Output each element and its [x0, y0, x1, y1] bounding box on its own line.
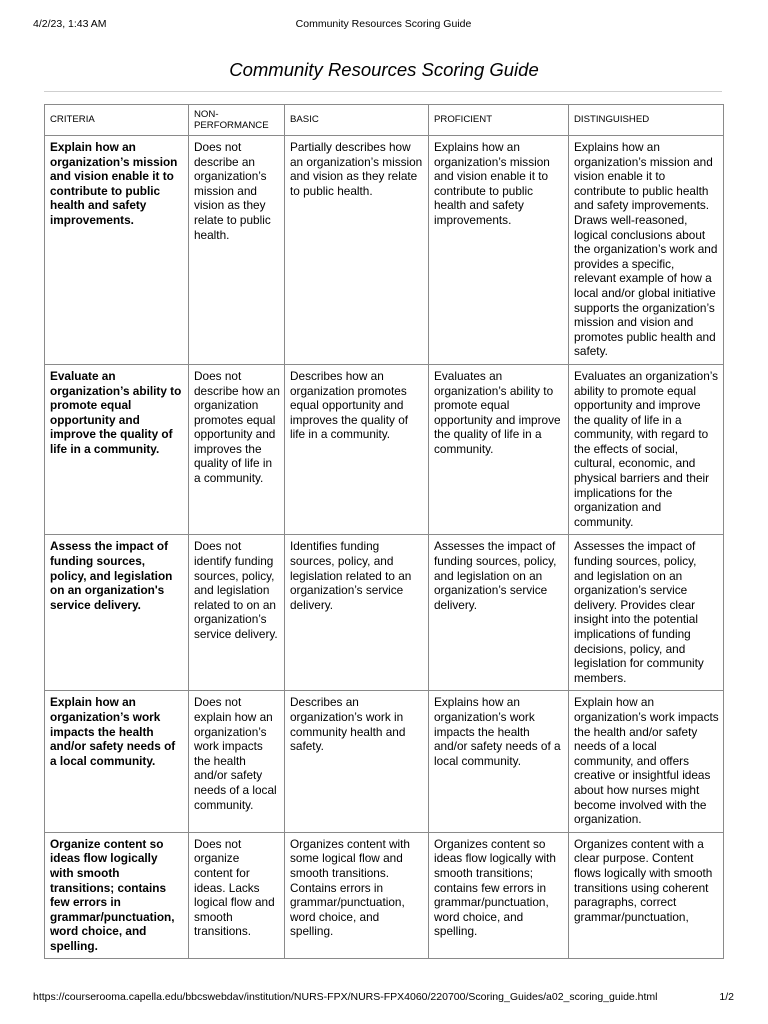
proficient-cell: Evaluates an organization’s ability to promote equal opportunity and improve the quality of life in a community.	[429, 364, 569, 535]
distinguished-cell: Explain how an organization’s work impacts the health and/or safety needs of a local community, and offers creative or insightful ideas about how nurses might become involved with the organization.	[569, 691, 724, 832]
title-divider	[44, 91, 722, 92]
print-header	[33, 18, 734, 32]
print-datetime: 4/2/23, 1:43 AM	[33, 18, 107, 30]
header-proficient: PROFICIENT	[429, 105, 569, 136]
basic-cell: Describes an organization’s work in community health and safety.	[285, 691, 429, 832]
page-number: 1/2	[719, 991, 734, 1003]
proficient-cell: Explains how an organization’s work impacts the health and/or safety needs of a local community.	[429, 691, 569, 832]
print-url: https://courserooma.capella.edu/bbcswebdav/institution/NURS-FPX/NURS-FPX4060/220700/Scoring_Guides/a02_scoring_guide.html	[33, 991, 658, 1003]
page-title: Community Resources Scoring Guide	[229, 59, 539, 80]
criterion-cell: Organize content so ideas flow logically with smooth transitions; contains few errors in grammar/punctuation, word choice, and spelling.	[45, 832, 189, 959]
proficient-cell: Assesses the impact of funding sources, policy, and legislation on an organization’s service delivery.	[429, 535, 569, 691]
table-header-row	[45, 105, 724, 136]
distinguished-cell: Evaluates an organization’s ability to promote equal opportunity and improve the quality of life in a community, with regard to the effects of social, cultural, economic, and physical barriers and their implications for the organization and community.	[569, 364, 724, 535]
distinguished-cell: Assesses the impact of funding sources, policy, and legislation on an organization’s service delivery. Provides clear insight into the potential implications of funding decisions, policy, and legislation for community members.	[569, 535, 724, 691]
distinguished-cell: Organizes content with a clear purpose. Content flows logically with smooth transitions using coherent paragraphs, correct grammar/punctuation,	[569, 832, 724, 959]
print-footer	[33, 991, 734, 1005]
proficient-cell: Organizes content so ideas flow logically with smooth transitions; contains few errors in grammar/punctuation, word choice, and spelling.	[429, 832, 569, 959]
non-performance-cell: Does not identify funding sources, policy, and legislation related to on an organization’s service delivery.	[189, 535, 285, 691]
criterion-cell: Evaluate an organization’s ability to promote equal opportunity and improve the quality of life in a community.	[45, 364, 189, 535]
header-basic: BASIC	[285, 105, 429, 136]
basic-cell: Describes how an organization promotes equal opportunity and improves the quality of life in a community.	[285, 364, 429, 535]
basic-cell: Partially describes how an organization’s mission and vision as they relate to public health.	[285, 136, 429, 365]
non-performance-cell: Does not describe an organization’s mission and vision as they relate to public health.	[189, 136, 285, 365]
table-row	[45, 136, 724, 365]
non-performance-cell: Does not organize content for ideas. Lacks logical flow and smooth transitions.	[189, 832, 285, 959]
non-performance-cell: Does not describe how an organization promotes equal opportunity and improves the quality of life in a community.	[189, 364, 285, 535]
header-criteria: CRITERIA	[45, 105, 189, 136]
distinguished-cell: Explains how an organization’s mission and vision enable it to contribute to public health and safety improvements. Draws well-reasoned, logical conclusions about the organization’s work and provides a specific, relevant example of how a local and/or global initiative supports the organization’s mission and vision and promotes public health and safety.	[569, 136, 724, 365]
table-row	[45, 535, 724, 691]
table-row	[45, 691, 724, 832]
non-performance-cell: Does not explain how an organization’s work impacts the health and/or safety needs of a local community.	[189, 691, 285, 832]
header-distinguished: DISTINGUISHED	[569, 105, 724, 136]
basic-cell: Identifies funding sources, policy, and legislation related to an organization’s service delivery.	[285, 535, 429, 691]
table-row	[45, 364, 724, 535]
criterion-cell: Assess the impact of funding sources, policy, and legislation on an organization's service delivery.	[45, 535, 189, 691]
table-row	[45, 832, 724, 959]
criterion-cell: Explain how an organization’s mission and vision enable it to contribute to public health and safety improvements.	[45, 136, 189, 365]
print-header-title: Community Resources Scoring Guide	[295, 18, 472, 30]
header-non-performance: NON-PERFORMANCE	[189, 105, 285, 136]
criterion-cell: Explain how an organization’s work impacts the health and/or safety needs of a local community.	[45, 691, 189, 832]
basic-cell: Organizes content with some logical flow and smooth transitions. Contains errors in grammar/punctuation, word choice, and spelling.	[285, 832, 429, 959]
proficient-cell: Explains how an organization’s mission and vision enable it to contribute to public health and safety improvements.	[429, 136, 569, 365]
scoring-guide-table	[44, 104, 724, 959]
